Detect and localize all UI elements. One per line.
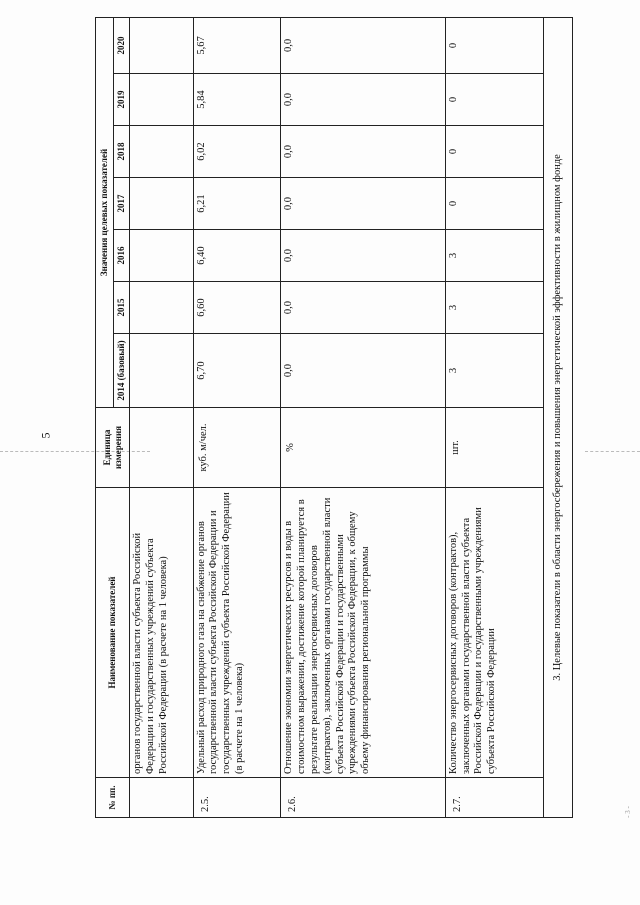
row-value: 5,84 — [193, 74, 281, 126]
row-value: 0,0 — [281, 178, 445, 230]
row-value: 0 — [445, 74, 544, 126]
scan-edge-mark: - 3 - — [623, 806, 632, 818]
row-unit: куб. м/чел. — [193, 408, 281, 488]
row-value — [130, 126, 194, 178]
row-value: 0,0 — [281, 74, 445, 126]
row-value: 0,0 — [281, 230, 445, 282]
header-values-group: Значения целевых показателей — [96, 17, 114, 407]
fold-line — [585, 451, 640, 452]
page-number: 5 — [38, 432, 53, 439]
row-number — [130, 778, 194, 818]
row-value: 0,0 — [281, 282, 445, 334]
row-value: 6,02 — [193, 126, 281, 178]
header-year: 2020 — [114, 17, 130, 73]
row-value — [130, 230, 194, 282]
row-unit: шт. — [445, 408, 544, 488]
table-row — [193, 17, 281, 817]
header-year: 2019 — [114, 74, 130, 126]
row-value: 3 — [445, 334, 544, 408]
row-value: 6,70 — [193, 334, 281, 408]
row-value: 3 — [445, 282, 544, 334]
table-row — [281, 17, 445, 817]
row-name: органов государственной власти субъекта Российской Федерации и государственных учреждений субъекта Российской Федерации (в расчете на 1 человека) — [130, 488, 194, 778]
header-unit: Единица измерения — [96, 408, 130, 488]
row-value — [130, 334, 194, 408]
row-name: Удельный расход природного газа на снабжение органов государственной власти субъекта Российской Федерации и государственных учреждений субъекта Российской Федерации (в расчете на 1 человека) — [193, 488, 281, 778]
header-year: 2018 — [114, 126, 130, 178]
section-row — [544, 17, 573, 817]
row-value: 5,67 — [193, 17, 281, 73]
row-value: 6,21 — [193, 178, 281, 230]
row-number: 2.7. — [445, 778, 544, 818]
row-unit — [130, 408, 194, 488]
rotated-table-container — [95, 38, 573, 818]
row-value: 0 — [445, 17, 544, 73]
row-name: Отношение экономии энергетических ресурсов и воды в стоимостном выражении, достижение которой планируется в результате реализации энергосервисных договоров (контрактов), заключенных органами государственной власти субъекта Российской Федерации и государственными учреждениями субъекта Российской Федерации, к общему объему финансирования региональной программы — [281, 488, 445, 778]
section-title: 3. Целевые показатели в области энергосбережения и повышения энергетической эффективности в жилищном фонде — [544, 17, 573, 817]
row-unit: % — [281, 408, 445, 488]
row-number: 2.6. — [281, 778, 445, 818]
row-value — [130, 282, 194, 334]
row-value: 0,0 — [281, 17, 445, 73]
row-number: 2.5. — [193, 778, 281, 818]
header-name: Наименование показателей — [96, 488, 130, 778]
row-value — [130, 178, 194, 230]
table-row — [130, 17, 194, 817]
header-num: № пп. — [96, 778, 130, 818]
row-value: 0,0 — [281, 334, 445, 408]
row-value: 6,40 — [193, 230, 281, 282]
header-year: 2014 (базовый) — [114, 334, 130, 408]
row-value — [130, 17, 194, 73]
table-row — [445, 17, 544, 817]
row-value: 0 — [445, 178, 544, 230]
row-value — [130, 74, 194, 126]
row-value: 6,60 — [193, 282, 281, 334]
header-year: 2017 — [114, 178, 130, 230]
header-year: 2016 — [114, 230, 130, 282]
row-value: 0 — [445, 126, 544, 178]
indicators-table — [95, 17, 573, 818]
row-value: 3 — [445, 230, 544, 282]
row-value: 0,0 — [281, 126, 445, 178]
row-name: Количество энергосервисных договоров (контрактов), заключенных органами государственной власти субъекта Российской Федерации и государственными учреждениями субъекта Российской Федерации — [445, 488, 544, 778]
header-year: 2015 — [114, 282, 130, 334]
